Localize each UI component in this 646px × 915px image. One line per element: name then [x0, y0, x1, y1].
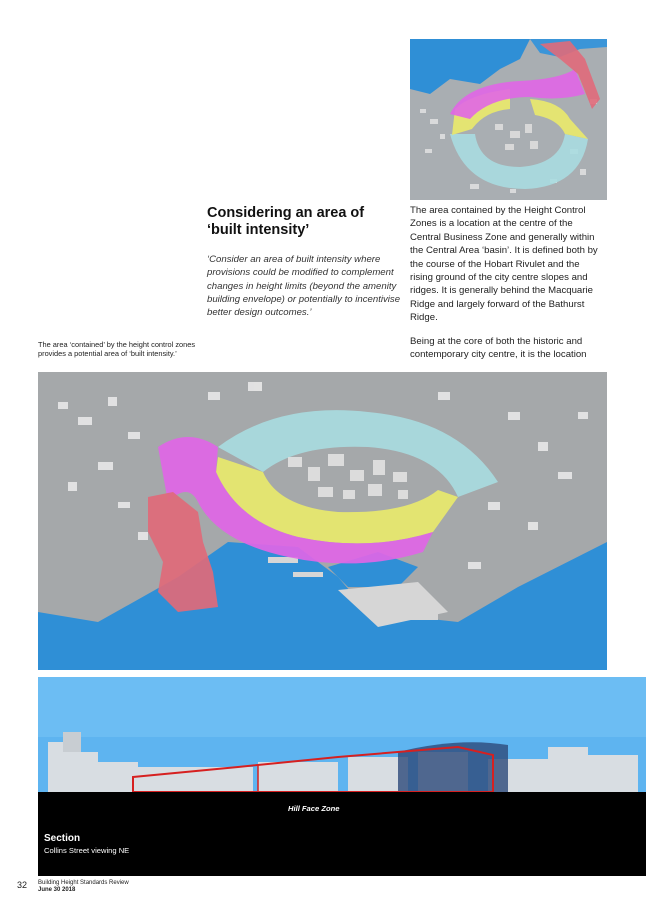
body-text: [410, 204, 605, 371]
body-paragraph-1: The area contained by the Height Control Zones is a location at the centre of the Central Business Zone and generally within the Central Area ‘basin’. It is defined both by the course of the Hobart Rivulet and the rising ground of the city centre slopes and ridges. It is generally behind the Macquarie Ridge and largely forward of the Bathurst Ridge.: [410, 205, 598, 324]
aerial-map-small-graphic: [410, 39, 607, 200]
aerial-map-main-graphic: [38, 372, 607, 670]
document-title: Building Height Standards Review: [38, 880, 129, 886]
document-date: June 30 2018: [38, 887, 76, 893]
body-paragraph-2: Being at the core of both the historic and contemporary city centre, it is the location: [410, 335, 587, 361]
map-caption: The area ‘contained’ by the height control zones provides a potential area of ‘built intensity.’: [38, 340, 196, 358]
section-heading: [207, 205, 402, 239]
hill-face-zone-label: Hill Face Zone: [288, 804, 340, 813]
quote-text: ‘Consider an area of built intensity where provisions could be modified to complement changes in height limits (beyond the amenity building envelope) or potentially to incentivise better design outcomes.’: [207, 254, 401, 319]
section-drawing: [38, 677, 646, 876]
heading-line-2: ‘built intensity’: [207, 222, 310, 238]
section-subtitle: Collins Street viewing NE: [44, 846, 130, 855]
page-number: 32: [17, 880, 28, 890]
section-title: Section: [44, 833, 81, 844]
aerial-map-small: [410, 39, 607, 200]
aerial-map-main: [38, 372, 607, 670]
heading-line-1: Considering an area of: [207, 205, 365, 221]
